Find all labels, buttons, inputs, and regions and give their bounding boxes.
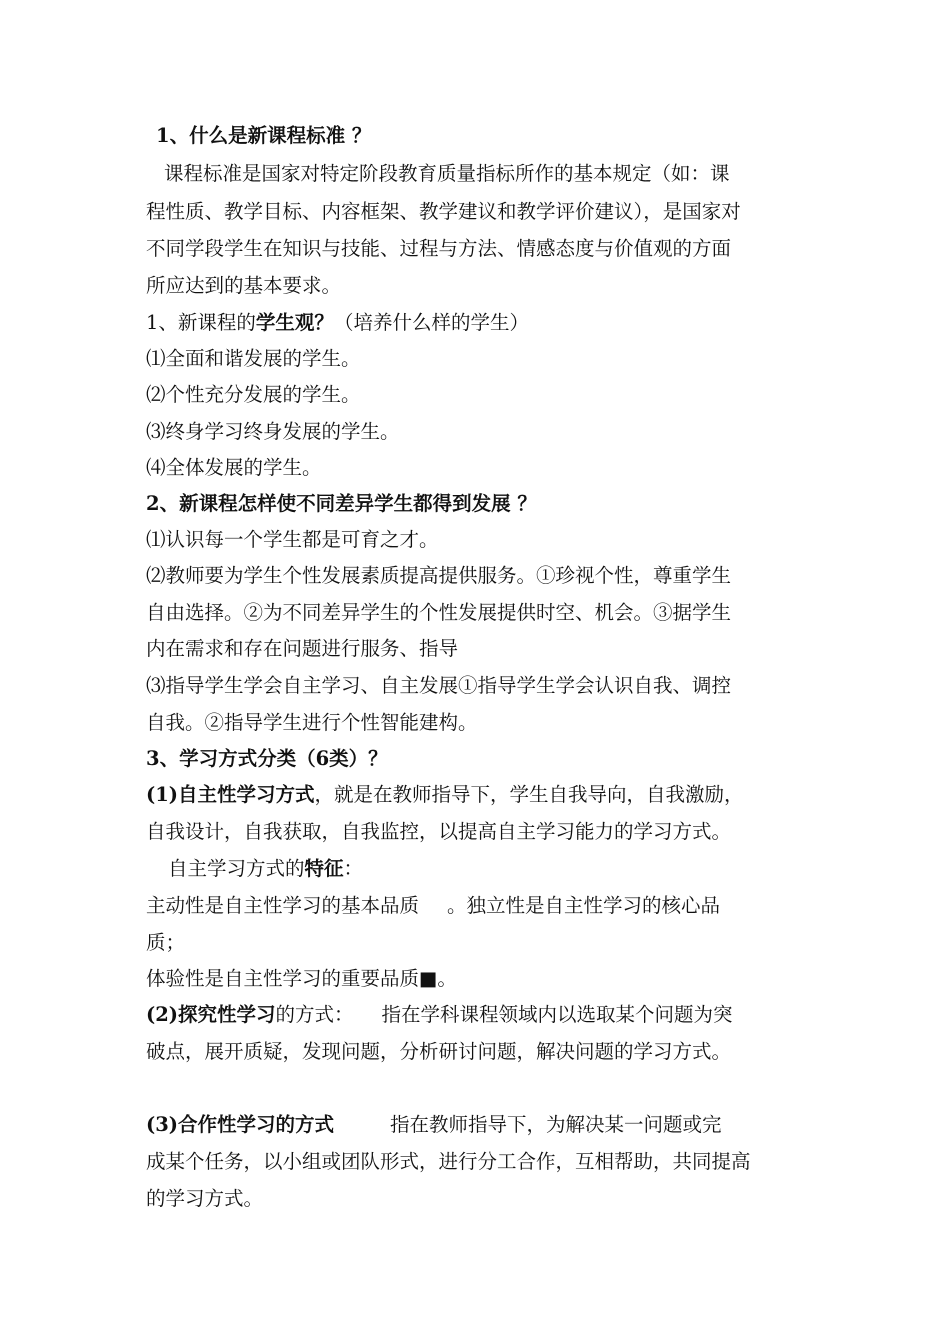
section-1-suffix: （培养什么样的学生） (333, 311, 529, 334)
features-heading (168, 850, 363, 887)
cooperative-learning-term: (3)合作性学习的方式 (146, 1113, 335, 1136)
section-2-line: 自由选择。②为不同差异学生的个性发展提供时空、机会。③据学生 (146, 601, 732, 624)
section-1-prefix: 1、新课程的 (146, 311, 256, 334)
section-1-bold: 学生观？ (255, 311, 334, 334)
list-item: ⑴全面和谐发展的学生。 (146, 347, 361, 370)
inquiry-learning-line-1 (146, 996, 733, 1033)
list-item: ⑶终身学习终身发展的学生。 (146, 420, 400, 443)
section-2-line: 内在需求和存在问题进行服务、指导 (146, 637, 459, 660)
section-2-line: ⑴认识每一个学生都是可育之才。 (146, 528, 439, 551)
list-item: ⑷全体发展的学生。 (146, 456, 322, 479)
autonomous-learning-line-2: 自我设计，自我获取，自我监控，以提高自主学习能力的学习方式。 (146, 820, 732, 843)
inquiry-learning-term: (2)探究性学习 (146, 1003, 276, 1026)
list-item: ⑵个性充分发展的学生。 (146, 383, 361, 406)
features-prefix: 自主学习方式的 (168, 857, 305, 880)
definition-line-3: 不同学段学生在知识与技能、过程与方法、情感态度与价值观的方面 (146, 237, 732, 260)
autonomous-learning-line-1 (146, 776, 744, 813)
section-1-heading (146, 304, 529, 341)
inquiry-learning-mid: 的方式： (275, 1003, 354, 1026)
inquiry-learning-line-2: 破点，展开质疑，发现问题，分析研讨问题，解决问题的学习方式。 (146, 1040, 732, 1063)
section-2-heading: 2、新课程怎样使不同差异学生都得到发展 ？ (146, 492, 537, 515)
features-suffix: ： (343, 857, 364, 880)
cooperative-learning-line-3: 的学习方式。 (146, 1187, 264, 1210)
autonomous-learning-text: ，就是在教师指导下，学生自我导向，自我激励， (314, 783, 744, 806)
section-2-line: 自我。②指导学生进行个性智能建构。 (146, 711, 478, 734)
feature-active: 主动性是自主性学习的基本品质 (146, 894, 420, 917)
cooperative-learning-line-2: 成某个任务，以小组或团队形式，进行分工合作，互相帮助，共同提高 (146, 1150, 751, 1173)
question-title: 1、什么是新课程标准 ？ (156, 124, 372, 147)
section-2-line: ⑶指导学生学会自主学习、自主发展①指导学生学会认识自我、调控 (146, 674, 732, 697)
definition-line-2: 程性质、教学目标、内容框架、教学建议和教学评价建议），是国家对 (146, 200, 741, 223)
autonomous-learning-term: (1)自主性学习方式 (146, 783, 315, 806)
cooperative-learning-text: 指在教师指导下，为解决某一问题或完 (390, 1113, 722, 1136)
features-line-2: 质； (146, 931, 186, 954)
section-2-line: ⑵教师要为学生个性发展素质提高提供服务。①珍视个性，尊重学生 (146, 564, 732, 587)
section-3-heading: 3、学习方式分类（6类）？ (146, 747, 388, 770)
features-line-3: 体验性是自主性学习的重要品质■。 (146, 967, 457, 990)
definition-line-1: 课程标准是国家对特定阶段教育质量指标所作的基本规定（如：课 (164, 162, 730, 185)
cooperative-learning-line-1 (146, 1106, 722, 1143)
features-bold: 特征 (304, 857, 344, 880)
feature-independent: 。独立性是自主性学习的核心品 (447, 894, 721, 917)
inquiry-learning-text: 指在学科课程领域内以选取某个问题为突 (381, 1003, 733, 1026)
definition-line-4: 所应达到的基本要求。 (146, 274, 342, 297)
features-line-1 (146, 887, 720, 924)
